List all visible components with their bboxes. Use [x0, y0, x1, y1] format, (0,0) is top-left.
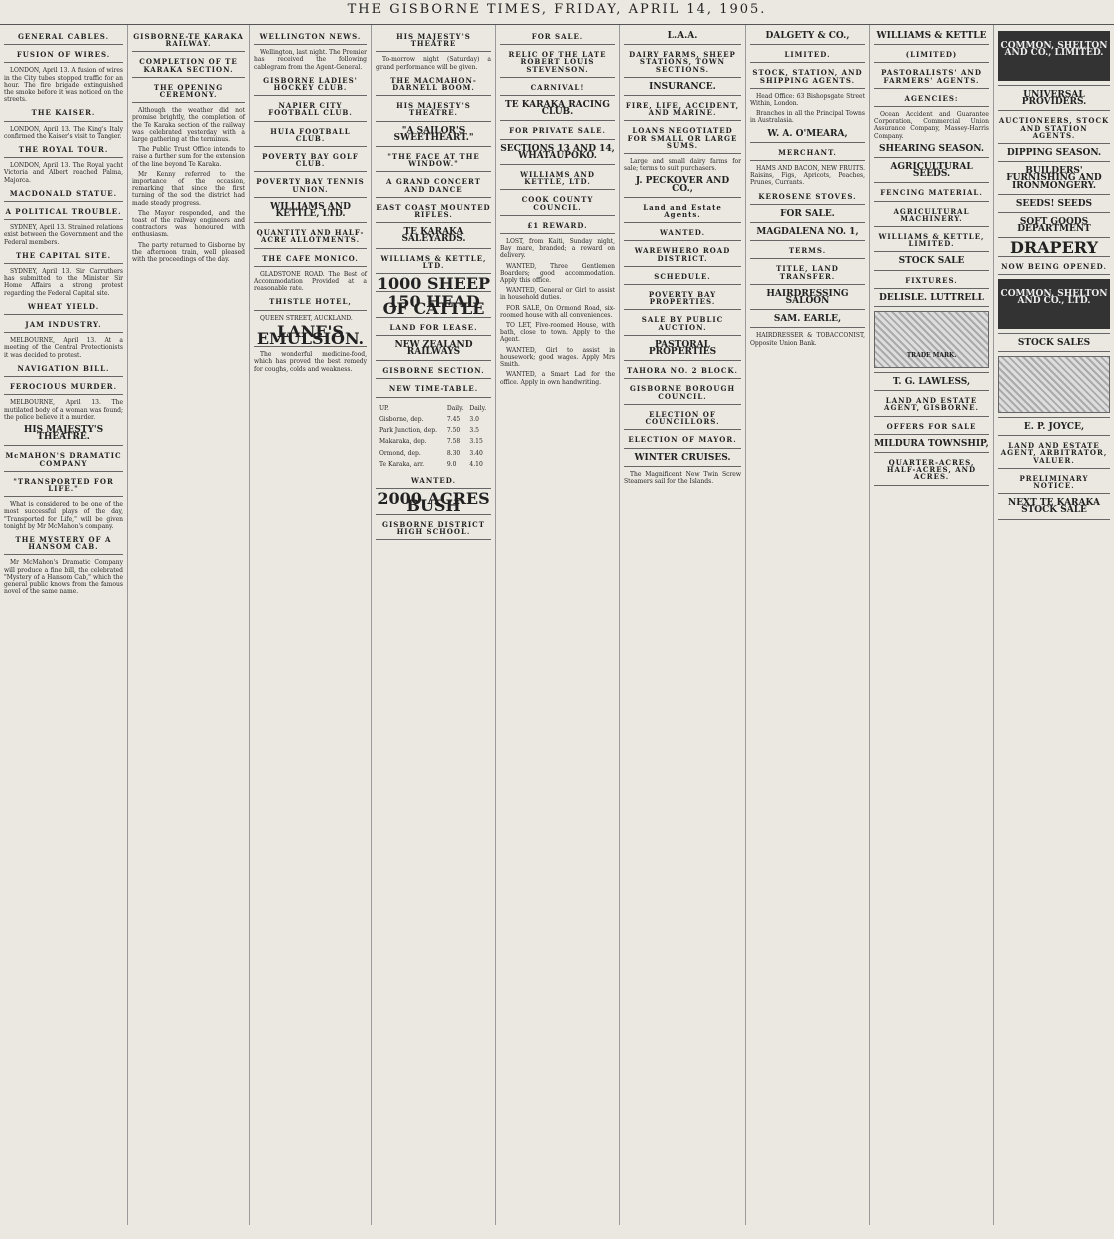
timetable-cell: Te Karaka, arr.: [379, 460, 425, 468]
divider: [624, 404, 741, 405]
divider: [750, 88, 865, 89]
divider: [624, 153, 741, 154]
headline: OFFERS FOR SALE: [886, 421, 977, 431]
headline: MACDONALD STATUE.: [9, 188, 118, 198]
article-paragraph: LONDON, April 13. A fusion of wires in the City tubes stopped traffic for an hour. The fire brigade extinguished the smoke before it was noticed on the streets.: [4, 67, 123, 104]
divider: [874, 452, 989, 453]
headline: AGENCIES:: [904, 93, 959, 103]
article-paragraph: HAMS AND BACON, NEW FRUITS. Raisins, Figs, Apricots, Peaches, Prunes, Currants.: [750, 165, 865, 187]
headline: LIMITED.: [784, 50, 831, 60]
divider: [998, 274, 1110, 275]
article-paragraph: TO LET, Five-roomed House, with bath, close to town. Apply to the Agent.: [500, 322, 615, 344]
headline: STOCK SALE: [898, 256, 965, 267]
headline: THISTLE HOTEL,: [269, 297, 352, 307]
divider: [750, 62, 865, 63]
headline: COOK COUNTY COUNCIL.: [521, 195, 594, 212]
article-paragraph: Mr Kenny referred to the importance of the occasion, remarking that since the first turning of the sod the district had made steady progress.: [132, 170, 245, 207]
headline: PASTORALISTS' AND FARMERS' AGENTS.: [881, 68, 982, 85]
timetable-cell: Daily.: [469, 404, 487, 412]
headline: DELISLE. LUTTRELL: [879, 292, 984, 303]
headline: NAPIER CITY FOOTBALL CLUB.: [268, 101, 353, 118]
divider: [998, 194, 1110, 195]
article-paragraph: Branches in all the Principal Towns in Australasia.: [750, 110, 865, 125]
divider: [500, 95, 615, 96]
divider: [874, 416, 989, 417]
headline: HIS MAJESTY'S THEATRE: [396, 32, 471, 49]
headline: LOANS NEGOTIATED FOR SMALL OR LARGE SUMS.: [627, 126, 738, 150]
article-paragraph: The wonderful medicine-food, which has proved the best remedy for coughs, colds and weakness.: [254, 351, 367, 373]
headline: FUSION OF WIRES.: [16, 50, 111, 60]
timetable-cell: 7.45: [446, 415, 461, 423]
divider: [998, 143, 1110, 144]
headline: THE MACMAHON-DARNELL BOOM.: [390, 75, 477, 93]
divider: [624, 95, 741, 96]
divider: [254, 121, 367, 122]
divider: [500, 120, 615, 121]
column-6: [620, 25, 746, 1225]
headline: PRELIMINARY NOTICE.: [1019, 473, 1089, 491]
headline: SHEARING SEASON.: [878, 143, 985, 154]
headline: CARNIVAL!: [530, 82, 585, 92]
headline: DAIRY FARMS, SHEEP STATIONS, TOWN SECTIONS.: [629, 50, 736, 74]
headline: THE CAPITAL SITE.: [15, 250, 112, 260]
timetable-cell: 3.15: [469, 438, 483, 446]
headline: SEEDS! SEEDS: [1015, 198, 1093, 209]
headline: WILLIAMS AND KETTLE, LTD.: [520, 170, 595, 187]
divider: [500, 189, 615, 190]
column-5: [496, 25, 620, 1225]
divider: [998, 435, 1110, 436]
divider: [874, 434, 989, 435]
divider: [4, 219, 123, 220]
banner-advert: [998, 31, 1110, 81]
divider: [376, 360, 491, 361]
headline: GISBORNE DISTRICT HIGH SCHOOL.: [382, 519, 485, 536]
headline: NEXT TE KARAKA STOCK SALE: [1008, 498, 1100, 516]
headline: LANE'S EMULSION.: [256, 321, 365, 349]
headline: FIRE, LIFE, ACCIDENT, AND MARINE.: [625, 101, 740, 118]
divider: [874, 44, 989, 45]
banner-advert: [998, 279, 1110, 329]
column-9: [994, 25, 1114, 1225]
divider: [624, 77, 741, 78]
divider: [132, 102, 245, 103]
divider: [874, 306, 989, 307]
headline: WINTER CRUISES.: [634, 452, 731, 463]
divider: [4, 157, 123, 158]
divider: [750, 240, 865, 241]
divider: [998, 519, 1110, 520]
headline: POVERTY BAY TENNIS UNION.: [256, 177, 365, 194]
headline: HIS MAJESTY'S THEATRE.: [396, 101, 471, 118]
headline: FOR PRIVATE SALE.: [509, 126, 606, 136]
headline: AGRICULTURAL SEEDS.: [890, 162, 973, 180]
article-paragraph: QUEEN STREET, AUCKLAND.: [260, 314, 353, 322]
column-7: [746, 25, 870, 1225]
headline: QUANTITY AND HALF-ACRE ALLOTMENTS.: [256, 228, 365, 245]
headline: THE ROYAL TOUR.: [18, 145, 109, 155]
headline: E. P. JOYCE,: [1023, 422, 1085, 433]
timetable-cell: Makaraka, dep.: [379, 438, 427, 446]
divider: [624, 335, 741, 336]
divider: [874, 157, 989, 158]
article-paragraph: LONDON, April 13. The Royal yacht Victoria and Albert reached Palma, Majorca.: [4, 162, 123, 184]
divider: [874, 251, 989, 252]
divider: [874, 288, 989, 289]
headline: NOW BEING OPENED.: [1001, 261, 1107, 271]
headline: FENCING MATERIAL.: [880, 188, 983, 198]
headline: SALE BY PUBLIC AUCTION.: [641, 315, 724, 332]
headline: KEROSENE STOVES.: [758, 191, 857, 201]
headline: A POLITICAL TROUBLE.: [5, 207, 122, 217]
headline: TAHORA NO. 2 BLOCK.: [627, 366, 738, 376]
divider: [750, 222, 865, 223]
masthead: THE GISBORNE TIMES, FRIDAY, APRIL 14, 1905.: [0, 0, 1114, 25]
headline: £1 REWARD.: [527, 220, 588, 230]
headline: W. A. O'MEARA,: [767, 128, 848, 139]
headline: TERMS.: [788, 246, 827, 256]
divider: [376, 397, 491, 398]
headline: TE KARAKA SALEYARDS.: [401, 227, 466, 245]
divider: [998, 493, 1110, 494]
banner-text: COMMON, SHELTON AND CO., LIMITED.: [1000, 41, 1108, 59]
divider: [874, 372, 989, 373]
headline: STOCK, STATION, AND SHIPPING AGENTS.: [752, 68, 863, 85]
timetable-cell: 7.58: [446, 438, 461, 446]
headline: "A SAILOR'S SWEETHEART.": [393, 125, 474, 143]
divider: [4, 201, 123, 202]
headline: "TRANSPORTED FOR LIFE.": [13, 476, 114, 493]
divider: [254, 44, 367, 45]
headline: UNIVERSAL PROVIDERS.: [1021, 90, 1087, 108]
divider: [998, 333, 1110, 334]
timetable-cell: Daily.: [446, 404, 464, 412]
headline: J. PECKOVER AND CO.,: [635, 176, 730, 194]
headline: THE MYSTERY OF A HANSOM CAB.: [15, 534, 112, 552]
divider: [998, 351, 1110, 352]
article-paragraph: Head Office: 63 Bishopsgate Street Within, London.: [750, 92, 865, 108]
headline: GISBORNE BOROUGH COUNCIL.: [629, 384, 736, 401]
timetable-cell: 7.50: [446, 427, 461, 435]
article-paragraph: Mr McMahon's Dramatic Company will produce a fine bill, the celebrated "Mystery of a Hansom Cab," which the general public knows from the famous novel of the same name.: [4, 559, 123, 596]
divider: [4, 263, 123, 264]
headline: NAVIGATION BILL.: [17, 363, 110, 373]
column-8: [870, 25, 994, 1225]
article-paragraph: WANTED, General or Girl to assist in household duties.: [500, 287, 615, 302]
headline: LAND FOR LEASE.: [389, 322, 478, 332]
timetable-cell: Gisborne, dep.: [379, 415, 424, 423]
divider: [4, 332, 123, 333]
divider: [4, 62, 123, 63]
divider: [624, 448, 741, 449]
article-paragraph: SYDNEY, April 13. Sir Carruthers has submitted to the Minister Sir Home Affairs a strong protest regarding the Federal Capital site.: [4, 268, 123, 297]
article-paragraph: Wellington, last night. The Premier has received the following cablegram from the Agent-General.: [254, 49, 367, 71]
headline: 1000 SHEEP: [376, 274, 491, 294]
banner-text: COMMON, SHELTON AND CO., LTD.: [1000, 288, 1108, 307]
article-paragraph: LOST, from Kaiti, Sunday night, Bay mare, branded; a reward on delivery.: [500, 238, 615, 260]
article-paragraph: What is considered to be one of the most successful plays of the day, "Transported for Life," will be given tonight by Mr McMahon's company.: [4, 501, 123, 530]
illustration-caption: [999, 357, 1109, 397]
article-paragraph: The party returned to Gisborne by the afternoon train, well pleased with the proceedings of the day.: [132, 241, 245, 264]
headline: DALGETY & CO.,: [765, 31, 850, 41]
illustration: [874, 311, 989, 368]
headline: WILLIAMS & KETTLE, LTD.: [380, 253, 487, 270]
divider: [750, 284, 865, 285]
article-paragraph: HAIRDRESSER & TOBACCONIST, Opposite Union Bank.: [750, 332, 865, 347]
divider: [376, 146, 491, 147]
divider: [874, 88, 989, 89]
divider: [254, 248, 367, 249]
divider: [874, 62, 989, 63]
headline: WILLIAMS & KETTLE, LIMITED.: [878, 232, 985, 249]
article-paragraph: WANTED, Three Gentlemen Boarders; good accommodation. Apply this office.: [500, 262, 615, 285]
article-paragraph: To-morrow night (Saturday) a grand performance will be given.: [376, 56, 491, 71]
headline: FEROCIOUS MURDER.: [9, 382, 118, 392]
divider: [4, 394, 123, 395]
headline: FIXTURES.: [905, 275, 958, 285]
headline: MERCHANT.: [778, 147, 837, 157]
headline: WILLIAMS & KETTLE: [876, 31, 987, 41]
article-paragraph: Ocean Accident and Guarantee Corporation, Commercial Union Assurance Company, Massey-Harris Company.: [874, 111, 989, 140]
headline: T. G. LAWLESS,: [892, 377, 971, 388]
headline: 150 HEAD OF CATTLE: [382, 292, 485, 319]
divider: [254, 171, 367, 172]
divider: [4, 121, 123, 122]
headline: TE KARAKA RACING CLUB.: [505, 100, 610, 118]
divider: [998, 85, 1110, 86]
divider: [874, 485, 989, 486]
article-paragraph: WANTED, Girl to assist in housework; good wages. Apply Mrs Smith.: [500, 346, 615, 369]
divider: [750, 44, 865, 45]
headline: JAM INDUSTRY.: [25, 320, 102, 330]
timetable: [376, 402, 491, 471]
divider: [4, 496, 123, 497]
article-paragraph: SYDNEY, April 13. Strained relations exist between the Government and the Federal members.: [4, 224, 123, 246]
article-paragraph: Although the weather did not promise brightly, the completion of the Te Karaka section of the railway was celebrated yesterday with a large gathering at the terminus.: [132, 107, 245, 144]
headline: WANTED.: [410, 475, 457, 485]
headline: STOCK SALES: [1017, 337, 1091, 348]
headline: WILLIAMS AND KETTLE, LTD.: [270, 201, 351, 220]
column-4: [372, 25, 496, 1225]
headline: HAIRDRESSING SALOON: [766, 288, 849, 307]
divider: [254, 310, 367, 311]
divider: [998, 468, 1110, 469]
headline: ELECTION OF MAYOR.: [628, 435, 737, 445]
divider: [874, 201, 989, 202]
headline: GISBORNE LADIES' HOCKEY CLUB.: [263, 75, 358, 93]
headline: Land and Estate Agents.: [643, 202, 722, 220]
divider: [750, 142, 865, 143]
divider: [624, 240, 741, 241]
headline: FOR SALE.: [780, 208, 835, 219]
divider: [874, 106, 989, 107]
article-paragraph: The Magnificent New Twin Screw Steamers sail for the Islands.: [624, 470, 741, 485]
divider: [624, 266, 741, 267]
headline: TITLE, LAND TRANSFER.: [776, 264, 839, 281]
divider: [500, 77, 615, 78]
headline: SOFT GOODS DEPARTMENT: [1017, 217, 1091, 235]
headline: DIPPING SEASON.: [1006, 148, 1102, 159]
divider: [500, 233, 615, 234]
headline: GISBORNE SECTION.: [382, 366, 485, 376]
divider: [254, 197, 367, 198]
timetable-cell: 8.30: [446, 449, 461, 457]
divider: [874, 390, 989, 391]
divider: [624, 309, 741, 310]
divider: [254, 95, 367, 96]
headline: WAREWHERO ROAD DISTRICT.: [634, 246, 731, 263]
divider: [998, 161, 1110, 162]
headline: AGRICULTURAL MACHINERY.: [893, 206, 970, 223]
divider: [376, 335, 491, 336]
headline: BUILDERS' FURNISHING AND IRONMONGERY.: [1006, 166, 1102, 191]
divider: [874, 226, 989, 227]
article-paragraph: WANTED, a Smart Lad for the office. Apply in own handwriting.: [500, 371, 615, 386]
article-paragraph: FOR SALE, On Ormond Road, six-roomed house with all conveniences.: [500, 304, 615, 319]
divider: [500, 44, 615, 45]
headline: ELECTION OF COUNCILLORS.: [645, 409, 720, 427]
divider: [998, 110, 1110, 111]
headline: SCHEDULE.: [654, 271, 711, 281]
divider: [998, 417, 1110, 418]
divider: [132, 77, 245, 78]
illustration: [998, 356, 1110, 413]
divider: [624, 120, 741, 121]
headline: "THE FACE AT THE WINDOW.": [387, 152, 480, 169]
timetable-cell: 4.10: [469, 460, 483, 468]
divider: [376, 378, 491, 379]
timetable-cell: Park Junction, dep.: [379, 427, 438, 435]
headline: WELLINGTON NEWS.: [259, 32, 362, 41]
divider: [624, 360, 741, 361]
headline: GISBORNE-TE KARAKA RAILWAY.: [133, 32, 244, 49]
column-3: [250, 25, 372, 1225]
divider: [874, 270, 989, 271]
divider: [4, 314, 123, 315]
divider: [624, 378, 741, 379]
timetable-cell: 3.0: [469, 415, 479, 423]
divider: [376, 197, 491, 198]
divider: [750, 204, 865, 205]
divider: [4, 471, 123, 472]
timetable-cell: 9.0: [446, 460, 457, 468]
divider: [254, 266, 367, 267]
headline: McMAHON'S DRAMATIC COMPANY: [5, 451, 122, 468]
divider: [874, 182, 989, 183]
divider: [750, 160, 865, 161]
divider: [624, 466, 741, 467]
divider: [624, 197, 741, 198]
article-paragraph: The Mayor responded, and the toast of the railway engineers and contractors was honoured with enthusiasm.: [132, 209, 245, 239]
divider: [4, 376, 123, 377]
headline: SECTIONS 13 AND 14, WHATAUPOKO.: [500, 143, 615, 161]
divider: [376, 51, 491, 52]
column-2: [128, 25, 250, 1225]
headline: NEW ZEALAND RAILWAYS: [394, 339, 473, 358]
divider: [4, 554, 123, 555]
headline: THE KAISER.: [31, 108, 96, 118]
article-paragraph: MELBOURNE, April 13. The mutilated body of a woman was found; the police believe it a murder.: [4, 399, 123, 421]
article-paragraph: GLADSTONE ROAD. The Best of Accommodation Provided at a reasonable rate.: [254, 270, 367, 293]
divider: [624, 222, 741, 223]
headline: DRAPERY: [1009, 238, 1099, 258]
headline: FOR SALE.: [531, 32, 584, 41]
divider: [624, 44, 741, 45]
timetable-cell: Ormond, dep.: [379, 449, 421, 457]
headline: WANTED.: [659, 228, 706, 238]
headline: HUIA FOOTBALL CLUB.: [270, 126, 351, 143]
headline: QUARTER-ACRES, HALF-ACRES, AND ACRES.: [886, 458, 977, 482]
headline: THE CAFE MONICO.: [262, 253, 359, 263]
headline: 2000 ACRES BUSH: [377, 489, 490, 516]
column-1: [0, 25, 128, 1225]
divider: [132, 51, 245, 52]
headline: MILDURA TOWNSHIP,: [874, 438, 989, 449]
headline: LAND AND ESTATE AGENT, ARBITRATOR, VALUER.: [1000, 441, 1108, 465]
article-paragraph: The Public Trust Office intends to raise a further sum for the extension of the line beyond Te Karaka.: [132, 146, 245, 168]
divider: [750, 258, 865, 259]
headline: EAST COAST MOUNTED RIFLES.: [376, 202, 491, 220]
timetable-cell: 3.5: [469, 427, 479, 435]
headline: COMPLETION OF TE KARAKA SECTION.: [139, 57, 238, 74]
headline: MAGDALENA NO. 1,: [756, 227, 859, 238]
timetable-cell: 3.40: [469, 449, 483, 457]
article-paragraph: MELBOURNE, April 13. At a meeting of the Central Protectionists it was decided to protest.: [4, 337, 123, 359]
article-paragraph: LONDON, April 13. The King's Italy confirmed the Kaiser's visit to Tangier.: [4, 125, 123, 140]
divider: [254, 146, 367, 147]
headline: NEW TIME-TABLE.: [388, 384, 479, 394]
divider: [4, 44, 123, 45]
illustration-caption: TRADE MARK.: [906, 352, 957, 360]
headline: L.A.A.: [667, 31, 698, 41]
headline: INSURANCE.: [649, 81, 716, 92]
article-paragraph: Large and small dairy farms for sale; terms to suit purchasers.: [624, 158, 741, 173]
divider: [750, 309, 865, 310]
headline: POVERTY BAY PROPERTIES.: [648, 290, 717, 307]
headline: PASTORAL PROPERTIES: [648, 339, 717, 358]
headline: (LIMITED): [905, 50, 958, 60]
divider: [624, 284, 741, 285]
headline: POVERTY BAY GOLF CLUB.: [262, 152, 359, 169]
divider: [254, 222, 367, 223]
divider: [376, 121, 491, 122]
headline: LAND AND ESTATE AGENT, GISBORNE.: [884, 396, 979, 413]
divider: [376, 222, 491, 223]
headline: A GRAND CONCERT AND DANCE: [386, 177, 481, 194]
divider: [376, 539, 491, 540]
headline: HIS MAJESTY'S THEATRE.: [23, 424, 104, 443]
divider: [624, 429, 741, 430]
divider: [500, 215, 615, 216]
headline: SAM. EARLE,: [773, 314, 842, 325]
headline: THE OPENING CEREMONY.: [153, 82, 224, 100]
divider: [998, 212, 1110, 213]
headline: RELIC OF THE LATE ROBERT LOUIS STEVENSON.: [508, 50, 607, 74]
divider: [376, 248, 491, 249]
divider: [500, 164, 615, 165]
headline: AUCTIONEERS, STOCK AND STATION AGENTS.: [998, 116, 1110, 140]
divider: [500, 139, 615, 140]
divider: [750, 327, 865, 328]
divider: [376, 95, 491, 96]
headline: GENERAL CABLES.: [17, 32, 110, 41]
divider: [4, 445, 123, 446]
timetable-cell: UP.: [379, 404, 389, 412]
headline: WHEAT YIELD.: [27, 301, 100, 311]
divider: [376, 171, 491, 172]
